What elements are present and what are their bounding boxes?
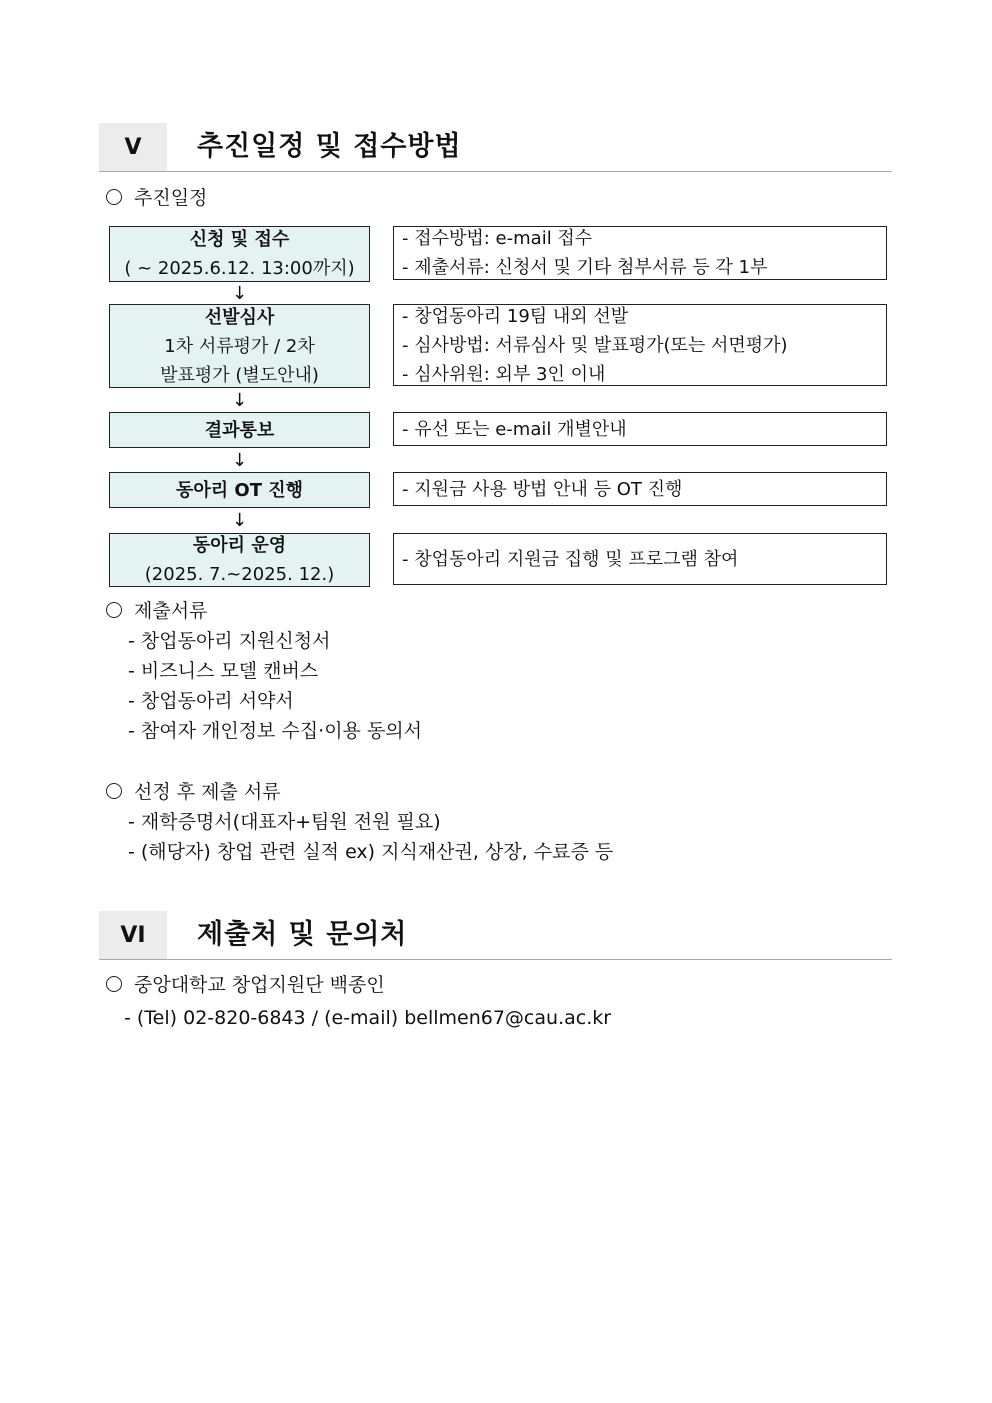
- step-title: 동아리 운영: [192, 535, 287, 556]
- detail-line: - 지원금 사용 방법 안내 등 OT 진행: [402, 478, 683, 500]
- down-arrow-icon: ↓: [232, 390, 248, 411]
- down-arrow-icon: ↓: [232, 450, 248, 471]
- step-sub: 발표평가 (별도안내): [160, 364, 319, 386]
- step-sub: (2025. 7.~2025. 12.): [144, 564, 335, 585]
- detail-line: - 창업동아리 19팀 내외 선발: [402, 305, 629, 327]
- post-document-item: - (해당자) 창업 관련 실적 ex) 지식재산권, 상장, 수료증 등: [128, 841, 614, 863]
- down-arrow-icon: ↓: [232, 510, 248, 531]
- section-title: 제출처 및 문의처: [197, 919, 408, 950]
- section-number: VI: [99, 911, 167, 959]
- circle-bullet-icon: [106, 602, 122, 618]
- detail-line: - 창업동아리 지원금 집행 및 프로그램 참여: [402, 548, 739, 570]
- step-title: 동아리 OT 진행: [175, 479, 304, 501]
- section-header-vi: [99, 911, 892, 960]
- step-title: 선발심사: [204, 306, 275, 328]
- contact-heading: 중앙대학교 창업지원단 백종인: [106, 973, 385, 997]
- step-title: 신청 및 접수: [189, 229, 290, 250]
- circle-bullet-icon: [106, 976, 122, 992]
- step-detail-ot: [393, 472, 887, 506]
- contact-line: - (Tel) 02-820-6843 / (e-mail) bellmen67@cau.ac.kr: [124, 1007, 612, 1029]
- step-sub: 1차 서류평가 / 2차: [164, 335, 315, 357]
- circle-bullet-icon: [106, 783, 122, 799]
- section-number: V: [99, 123, 167, 171]
- detail-line: - 제출서류: 신청서 및 기타 첨부서류 등 각 1부: [402, 257, 768, 278]
- step-box-ot: [109, 472, 370, 508]
- section-title: 추진일정 및 접수방법: [197, 131, 462, 162]
- post-selection-heading: 선정 후 제출 서류: [106, 780, 281, 804]
- step-detail-result: [393, 412, 887, 446]
- step-box-result: [109, 412, 370, 448]
- detail-line: - 접수방법: e-mail 접수: [402, 228, 593, 249]
- down-arrow-icon: ↓: [232, 283, 248, 304]
- step-detail-apply: [393, 226, 887, 280]
- post-document-item: - 재학증명서(대표자+팀원 전원 필요): [128, 811, 441, 833]
- step-sub: ( ~ 2025.6.12. 13:00까지): [124, 258, 355, 279]
- step-detail-operation: [393, 533, 887, 585]
- step-box-operation: [109, 533, 370, 587]
- step-detail-review: [393, 304, 887, 386]
- documents-heading: 제출서류: [106, 599, 207, 623]
- detail-line: - 심사위원: 외부 3인 이내: [402, 363, 606, 385]
- step-box-review: [109, 304, 370, 388]
- schedule-heading: 추진일정: [106, 186, 207, 210]
- detail-line: - 유선 또는 e-mail 개별안내: [402, 418, 627, 440]
- circle-bullet-icon: [106, 189, 122, 205]
- document-item: - 창업동아리 지원신청서: [128, 630, 331, 652]
- detail-line: - 심사방법: 서류심사 및 발표평가(또는 서면평가): [402, 334, 788, 356]
- section-header-v: [99, 123, 892, 172]
- document-item: - 창업동아리 서약서: [128, 690, 294, 712]
- document-item: - 참여자 개인정보 수집·이용 동의서: [128, 720, 423, 742]
- document-item: - 비즈니스 모델 캔버스: [128, 660, 319, 682]
- step-box-apply: [109, 226, 370, 282]
- step-title: 결과통보: [204, 419, 275, 441]
